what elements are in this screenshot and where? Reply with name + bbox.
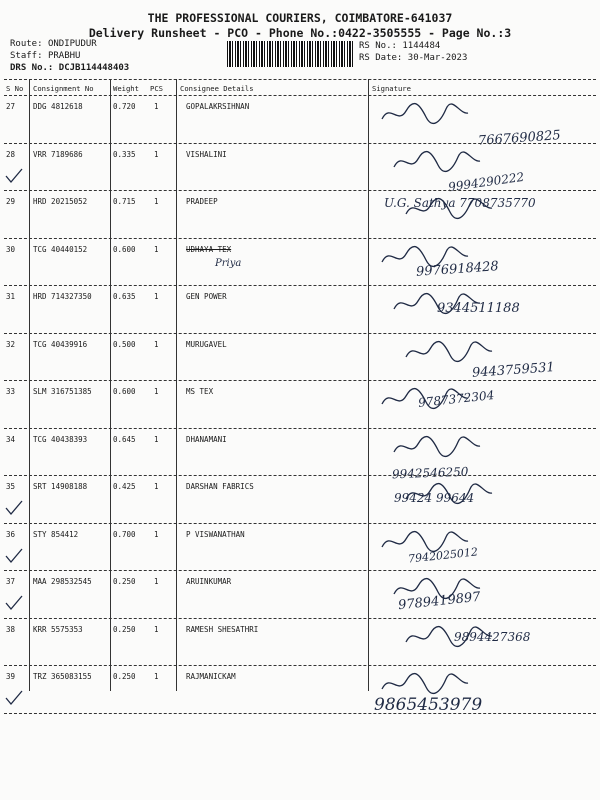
row-weight: 0.645 — [113, 434, 136, 444]
row-consignment-no: SRT 14908188 — [33, 482, 88, 491]
row-pcs: 1 — [154, 577, 159, 586]
header-bottom-rule — [4, 95, 596, 96]
row-sno: 30 — [6, 244, 16, 254]
company-title: THE PROFESSIONAL COURIERS, COIMBATORE-641037 — [147, 11, 453, 25]
row-divider — [4, 665, 596, 666]
table-row — [0, 145, 600, 193]
row-consignment-no: STY 854412 — [33, 529, 79, 539]
row-pcs: 1 — [154, 292, 159, 301]
row-sno: 34 — [6, 434, 16, 444]
row-weight: 0.500 — [113, 339, 136, 349]
table-row — [0, 667, 600, 715]
row-pcs: 1 — [154, 197, 159, 206]
row-weight: 0.250 — [113, 624, 136, 634]
row-weight: 0.250 — [113, 577, 136, 586]
row-divider — [4, 380, 596, 381]
handwritten-phone: 9942546250 — [391, 464, 469, 481]
row-pcs: 1 — [154, 339, 159, 349]
row-sno: 31 — [6, 292, 16, 301]
row-consignee: DHANAMANI — [186, 434, 227, 444]
row-weight: 0.250 — [113, 672, 136, 681]
row-divider — [4, 285, 596, 286]
drs-value: DCJB114448403 — [58, 63, 130, 73]
row-pcs: 1 — [154, 387, 159, 396]
row-divider — [4, 475, 596, 476]
row-pcs: 1 — [154, 434, 159, 444]
check-mark-icon — [4, 594, 24, 612]
col-header-consignment: Consignment No — [33, 84, 94, 93]
table-row — [0, 382, 600, 430]
row-sno: 38 — [6, 624, 16, 634]
table-row — [0, 240, 600, 288]
row-consignment-no: TCG 40438393 — [33, 434, 88, 444]
row-consignment-no: TRZ 365083155 — [33, 672, 92, 681]
handwritten-phone: 9443759531 — [471, 359, 556, 381]
handwritten-phone: U.G. Sathya 7708735770 — [384, 196, 536, 210]
table-row — [0, 192, 600, 240]
row-weight: 0.720 — [113, 102, 136, 111]
staff-line: Staff: PRABHU — [10, 51, 81, 61]
row-consignee: PRADEEP — [186, 197, 218, 206]
row-weight: 0.425 — [113, 482, 136, 491]
row-divider — [4, 618, 596, 619]
row-weight: 0.635 — [113, 292, 136, 301]
table-row — [0, 620, 600, 668]
row-divider — [4, 570, 596, 571]
handwritten-phone: 9787372304 — [417, 388, 495, 410]
row-sno: 35 — [6, 482, 16, 491]
row-pcs: 1 — [154, 149, 159, 159]
row-sno: 39 — [6, 672, 16, 681]
row-consignee: GOPALAKRSIHNAN — [186, 102, 250, 111]
drs-line: DRS No.: DCJB114448403 — [10, 63, 130, 73]
handwritten-phone: 9994290222 — [447, 169, 525, 194]
handwritten-phone: 9894427368 — [454, 629, 531, 644]
row-pcs: 1 — [154, 672, 159, 681]
row-divider — [4, 428, 596, 429]
col-header-pcs: PCS — [150, 84, 163, 93]
row-sno: 29 — [6, 197, 16, 206]
signature-scribble — [380, 101, 470, 127]
row-divider — [4, 333, 596, 334]
barcode — [227, 41, 353, 67]
handwritten-phone: 9865453979 — [374, 695, 483, 715]
row-consignee: GEN POWER — [186, 292, 227, 301]
row-consignment-no: DDG 4812618 — [33, 102, 83, 111]
row-sno: 33 — [6, 387, 16, 396]
route-line: Route: ONDIPUDUR — [10, 39, 97, 49]
runsheet-subtitle: Delivery Runsheet - PCO - Phone No.:0422-3505555 - Page No.:3 — [88, 26, 512, 40]
table-row — [0, 287, 600, 335]
signature-scribble — [404, 339, 494, 365]
staff-value: PRABHU — [47, 51, 81, 61]
row-divider — [4, 143, 596, 144]
row-divider — [4, 238, 596, 239]
handwritten-phone: 7942025012 — [407, 544, 479, 566]
row-consignee: VISHALINI — [186, 149, 227, 159]
row-consignee: MS TEX — [186, 387, 214, 396]
row-pcs: 1 — [154, 102, 159, 111]
row-consignment-no: TCG 40439916 — [33, 339, 88, 349]
check-mark-icon — [4, 499, 24, 517]
row-consignment-no: KRR 5575353 — [33, 624, 83, 634]
handwritten-phone: 99424 99644 — [394, 491, 475, 505]
row-consignee: MURUGAVEL — [186, 339, 227, 349]
row-consignee: RAMESH SHESATHRI — [186, 624, 259, 634]
row-weight: 0.715 — [113, 197, 136, 206]
row-pcs: 1 — [154, 529, 159, 539]
rs-no-value: 1144484 — [402, 41, 441, 51]
row-sno: 28 — [6, 149, 16, 159]
row-consignment-no: HRD 714327350 — [33, 292, 92, 301]
rs-no-line: RS No.: 1144484 — [359, 41, 441, 51]
row-divider — [4, 190, 596, 191]
handwritten-phone: 7667690825 — [477, 128, 562, 149]
table-row — [0, 335, 600, 383]
row-pcs: 1 — [154, 624, 159, 634]
route-value: ONDIPUDUR — [47, 39, 97, 49]
handwritten-phone: 9789419897 — [397, 589, 482, 614]
row-consignment-no: TCG 40440152 — [33, 244, 88, 254]
row-divider — [4, 713, 596, 714]
check-mark-icon — [4, 167, 24, 185]
handwritten-phone: 9344511188 — [437, 301, 520, 316]
rs-date-line: RS Date: 30-Mar-2023 — [359, 53, 468, 63]
col-header-weight: Weight — [113, 84, 139, 93]
table-row — [0, 525, 600, 573]
row-weight: 0.335 — [113, 149, 136, 159]
row-sno: 36 — [6, 529, 16, 539]
row-consignment-no: SLM 316751385 — [33, 387, 92, 396]
row-consignee: ARUINKUMAR — [186, 577, 232, 586]
row-divider — [4, 523, 596, 524]
signature-scribble — [380, 671, 470, 697]
handwritten-phone: 9976918428 — [415, 258, 500, 280]
col-header-consignee: Consignee Details — [180, 84, 254, 93]
col-header-signature: Signature — [372, 84, 411, 93]
row-consignment-no: VRR 7189686 — [33, 149, 83, 159]
check-mark-icon — [4, 689, 24, 707]
header-top-rule — [4, 79, 596, 80]
table-row — [0, 430, 600, 481]
signature-scribble — [392, 434, 482, 460]
row-consignee: DARSHAN FABRICS — [186, 482, 254, 491]
row-weight: 0.700 — [113, 529, 136, 539]
col-header-sno: S No — [6, 84, 24, 93]
rs-date-value: 30-Mar-2023 — [407, 53, 468, 63]
row-weight: 0.600 — [113, 387, 136, 396]
table-row — [0, 572, 600, 620]
row-consignment-no: HRD 20215052 — [33, 197, 88, 206]
row-pcs: 1 — [154, 482, 159, 491]
row-sno: 37 — [6, 577, 16, 586]
table-row — [0, 477, 600, 525]
row-consignment-no: MAA 298532545 — [33, 577, 92, 586]
signature-scribble — [392, 149, 482, 175]
table-row — [0, 97, 600, 149]
row-sno: 32 — [6, 339, 16, 349]
row-consignee: P VISWANATHAN — [186, 529, 245, 539]
row-sno: 27 — [6, 102, 16, 111]
handwritten-note: Priya — [215, 257, 242, 269]
check-mark-icon — [4, 547, 24, 565]
row-consignee: RAJMANICKAM — [186, 672, 236, 681]
row-pcs: 1 — [154, 244, 159, 254]
row-consignee: UDHAYA TEX — [186, 244, 232, 254]
row-weight: 0.600 — [113, 244, 136, 254]
